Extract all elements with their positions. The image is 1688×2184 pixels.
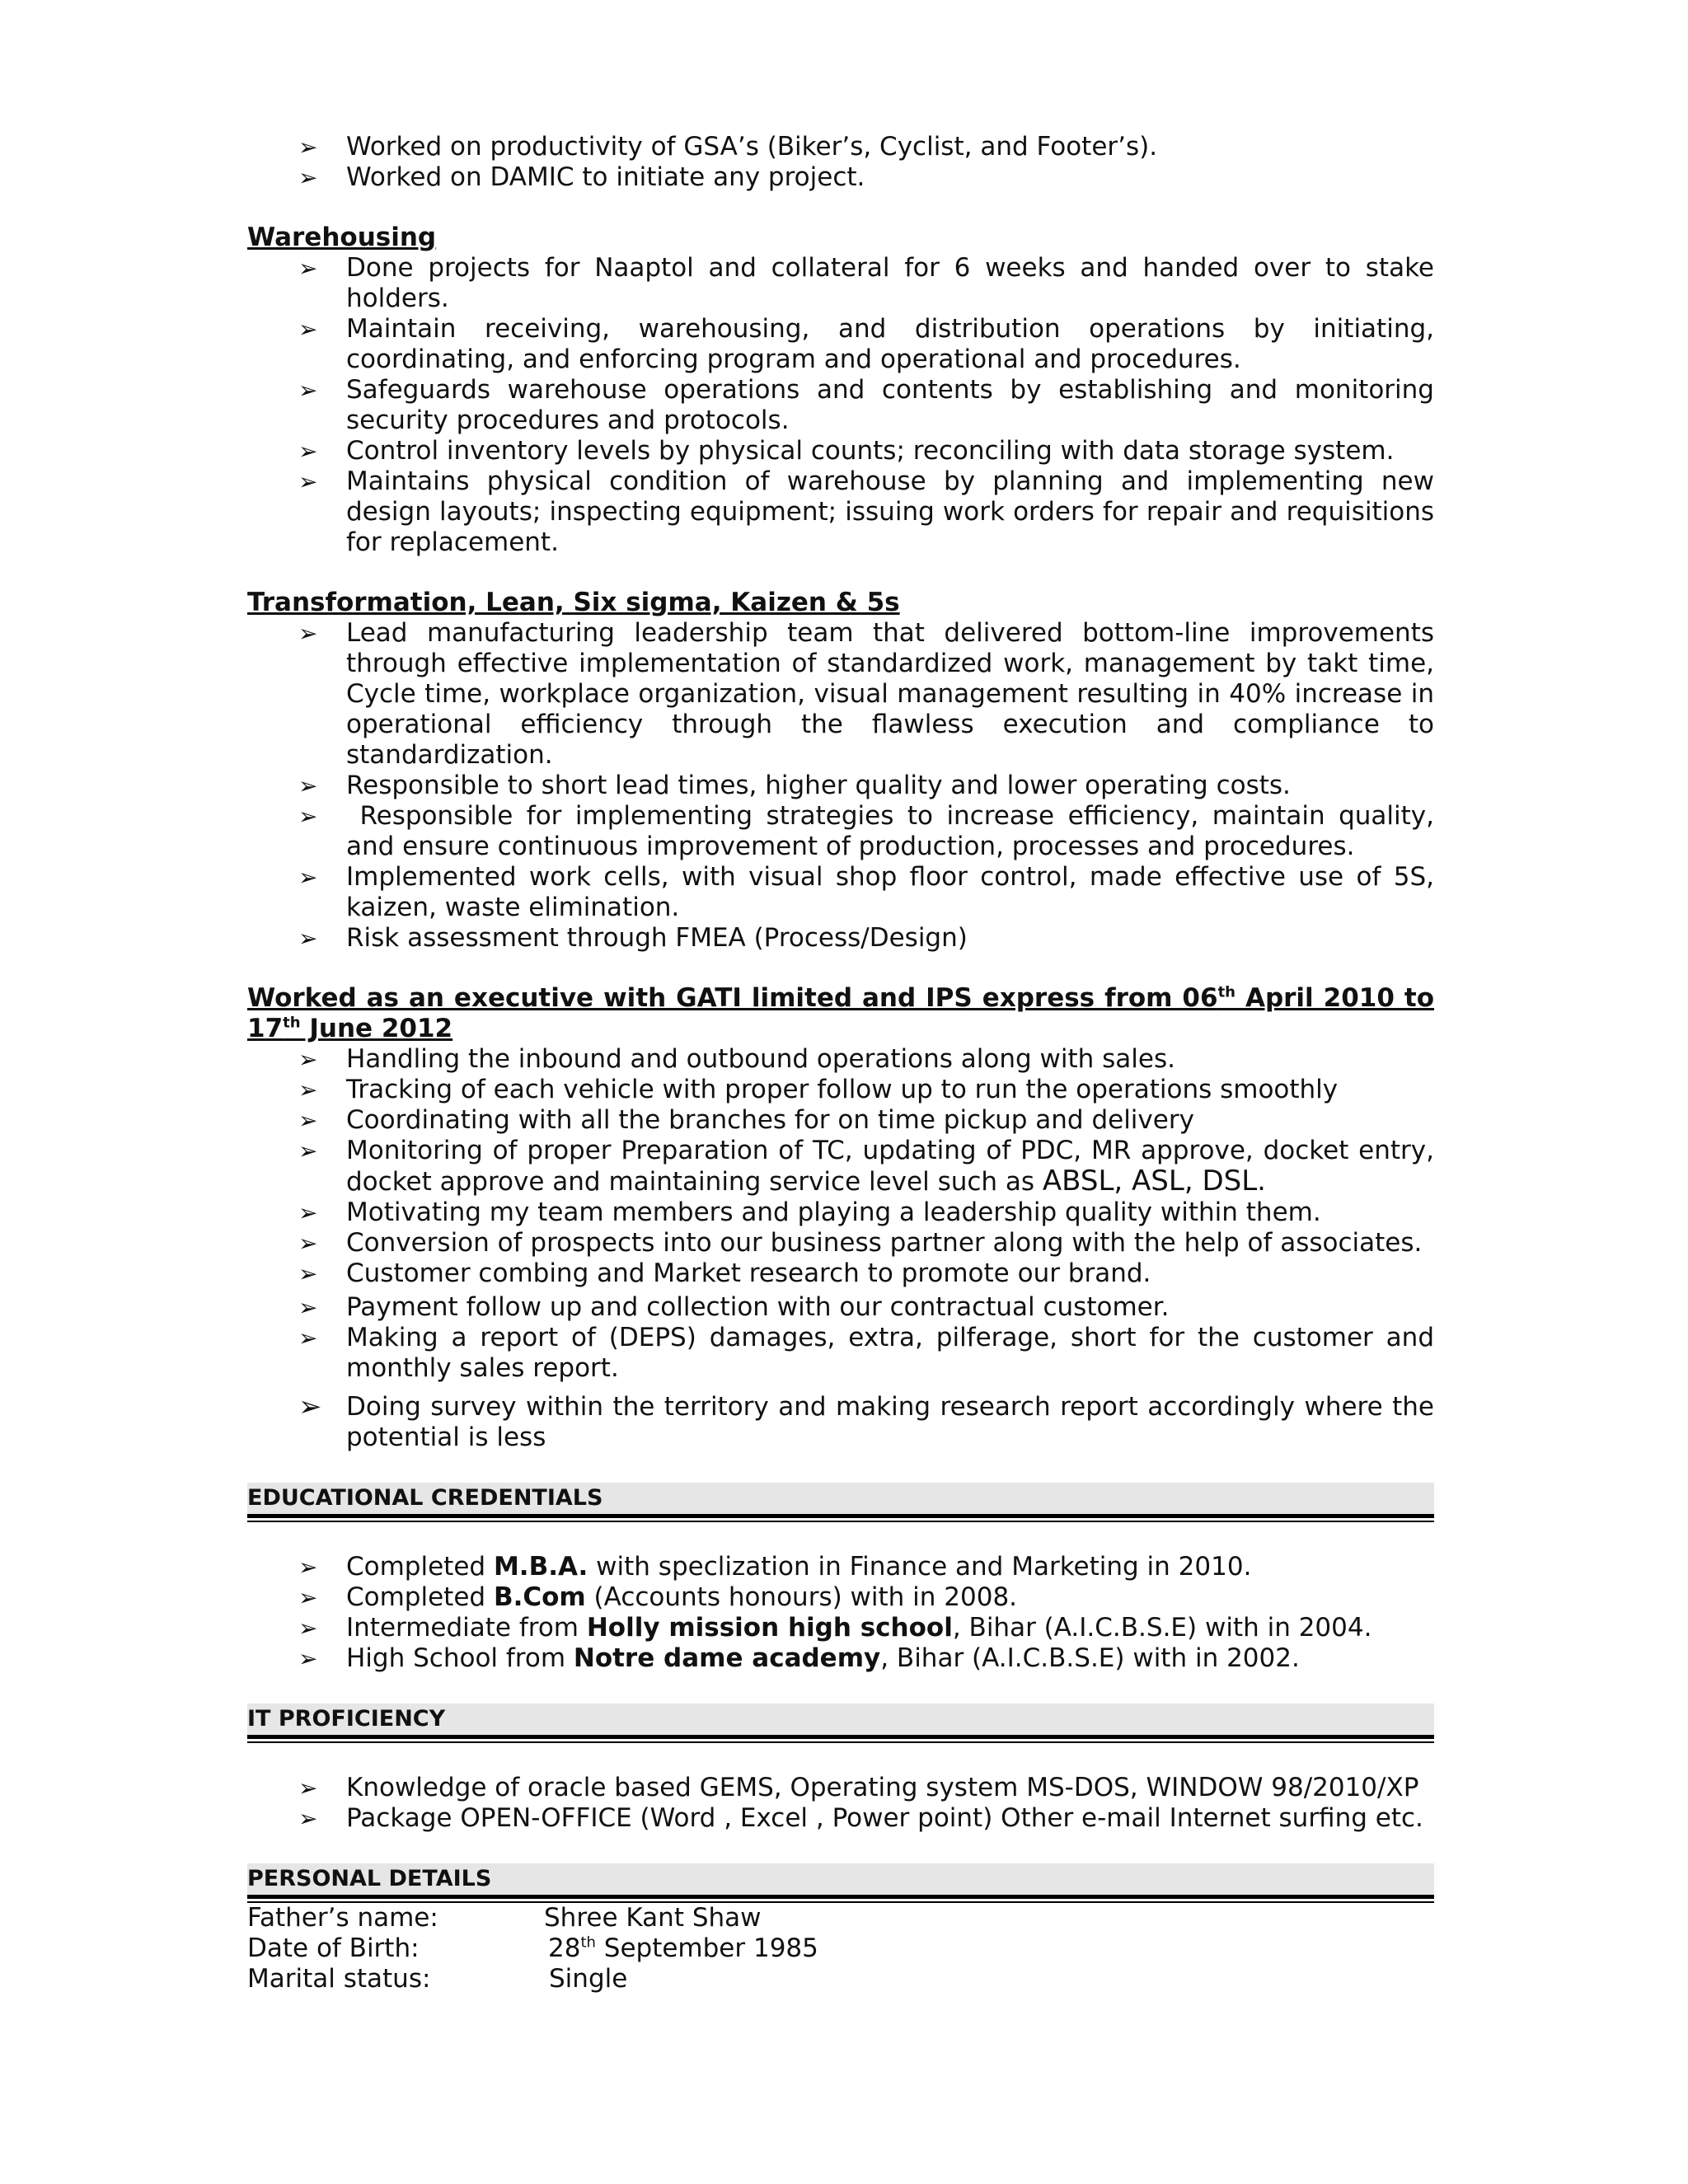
list-item: ➢ Worked on DAMIC to initiate any project.: [298, 162, 865, 192]
list-item: ➢ Motivating my team members and playing a leadership quality within them.: [298, 1197, 1321, 1227]
list-item: ➢ Done projects for Naaptol and collateral for 6 weeks and handed over to stake holders.: [298, 253, 1434, 313]
list-item: ➢ Handling the inbound and outbound operations along with sales.: [298, 1044, 1175, 1074]
list-item: ➢ Knowledge of oracle based GEMS, Operating system MS-DOS, WINDOW 98/2010/XP: [298, 1773, 1419, 1802]
arrow-bullet-icon: ➢: [298, 803, 318, 830]
section-divider: [247, 1895, 1434, 1903]
list-item: ➢ High School from Notre dame academy, Bihar (A.I.C.B.S.E) with in 2002.: [298, 1643, 1300, 1673]
arrow-bullet-icon: ➢: [298, 1046, 318, 1073]
list-item: ➢ Payment follow up and collection with our contractual customer.: [298, 1292, 1170, 1322]
personal-row-father: Father’s name: Shree Kant Shaw: [247, 1903, 762, 1933]
list-item: ➢ Package OPEN-OFFICE (Word , Excel , Power point) Other e-mail Internet surfing etc.: [298, 1803, 1423, 1833]
arrow-bullet-icon: ➢: [298, 1805, 318, 1832]
section-divider: [247, 1735, 1434, 1743]
personal-section-title: PERSONAL DETAILS: [247, 1863, 1434, 1895]
list-item: ➢ Responsible for implementing strategies to increase efficiency, maintain quality, and ensure continuous improvement of production, processes and procedures.: [298, 801, 1442, 861]
arrow-bullet-icon: ➢: [298, 864, 318, 891]
list-item: ➢ Coordinating with all the branches for on time pickup and delivery: [298, 1105, 1194, 1135]
arrow-bullet-icon: ➢: [298, 925, 318, 952]
intro-list: [247, 132, 1434, 193]
education-list: [247, 1552, 1434, 1674]
arrow-bullet-icon: ➢: [298, 1076, 318, 1104]
list-item: ➢ Worked on productivity of GSA’s (Biker’s, Cyclist, and Footer’s).: [298, 132, 1158, 162]
list-item: ➢ Doing survey within the territory and making research report accordingly where the potential is less: [298, 1390, 1434, 1452]
arrow-bullet-icon: ➢: [298, 1107, 318, 1134]
arrow-bullet-icon: ➢: [298, 1584, 318, 1611]
arrow-bullet-icon: ➢: [298, 255, 318, 282]
arrow-bullet-icon: ➢: [298, 438, 318, 465]
arrow-bullet-icon: ➢: [298, 1615, 318, 1642]
list-item: ➢ Monitoring of proper Preparation of TC, updating of PDC, MR approve, docket entry, docket approve and maintaining service level such as ABSL, ASL, DSL.: [298, 1136, 1434, 1197]
list-item: ➢ Responsible to short lead times, higher quality and lower operating costs.: [298, 771, 1291, 800]
list-item: ➢ Completed M.B.A. with speclization in Finance and Marketing in 2010.: [298, 1552, 1252, 1582]
arrow-bullet-icon: ➢: [298, 1324, 318, 1352]
list-item: ➢ Making a report of (DEPS) damages, extra, pilferage, short for the customer and monthly sales report.: [298, 1323, 1434, 1383]
arrow-bullet-icon: ➢: [298, 1230, 318, 1257]
list-item: ➢ Risk assessment through FMEA (Process/Design): [298, 923, 968, 953]
transformation-heading: Transformation, Lean, Six sigma, Kaizen & 5s: [247, 588, 900, 617]
list-item: ➢ Completed B.Com (Accounts honours) with in 2008.: [298, 1582, 1018, 1612]
warehousing-list: [247, 253, 1434, 558]
list-item: ➢ Intermediate from Holly mission high school, Bihar (A.I.C.B.S.E) with in 2004.: [298, 1613, 1372, 1643]
education-section-title: EDUCATIONAL CREDENTIALS: [247, 1483, 1434, 1514]
arrow-bullet-icon: ➢: [298, 134, 318, 161]
resume-content: [247, 132, 1442, 1994]
arrow-bullet-icon: ➢: [298, 1260, 318, 1287]
arrow-bullet-icon: ➢: [298, 1137, 318, 1165]
list-item: ➢ Control inventory levels by physical counts; reconciling with data storage system.: [298, 436, 1395, 466]
section-divider: [247, 1514, 1434, 1522]
arrow-bullet-icon: ➢: [298, 468, 318, 495]
arrow-bullet-icon: ➢: [298, 1294, 318, 1321]
it-section-title: IT PROFICIENCY: [247, 1704, 1434, 1735]
list-item: ➢ Lead manufacturing leadership team that delivered bottom-line improvements through effective implementation of standardized work, management by takt time, Cycle time, workplace organization, visual management resulting in 40% increase in operational efficiency through the flawless execution and compliance to standardization.: [298, 618, 1434, 770]
list-item: ➢ Implemented work cells, with visual shop floor control, made effective use of 5S, kaizen, waste elimination.: [298, 862, 1434, 922]
it-list: [247, 1773, 1434, 1834]
list-item: ➢ Maintain receiving, warehousing, and distribution operations by initiating, coordinating, and enforcing program and operational and procedures.: [298, 314, 1434, 374]
arrow-bullet-icon: ➢: [298, 620, 318, 647]
transformation-list: [247, 618, 1442, 954]
arrow-bullet-icon: ➢: [298, 1645, 318, 1672]
arrow-bullet-icon: ➢: [298, 1199, 318, 1226]
arrow-bullet-icon: ➢: [298, 772, 318, 799]
warehousing-heading: Warehousing: [247, 223, 437, 252]
gati-heading: Worked as an executive with GATI limited and IPS express from 06th April 2010 to: [247, 983, 1434, 1013]
gati-heading-line2: 17th June 2012: [247, 1014, 453, 1043]
arrow-bullet-icon: ➢: [298, 316, 318, 343]
list-item: ➢ Customer combing and Market research to promote our brand.: [298, 1258, 1151, 1288]
arrow-bullet-icon: ➢: [298, 1390, 322, 1423]
list-item: ➢ Safeguards warehouse operations and contents by establishing and monitoring security procedures and protocols.: [298, 375, 1434, 435]
personal-row-marital: Marital status: Single: [247, 1964, 628, 1994]
gati-list: [247, 1044, 1434, 1453]
arrow-bullet-icon: ➢: [298, 164, 318, 191]
personal-row-dob: Date of Birth: 28th September 1985: [247, 1933, 818, 1963]
arrow-bullet-icon: ➢: [298, 1774, 318, 1802]
arrow-bullet-icon: ➢: [298, 377, 318, 404]
list-item: ➢ Maintains physical condition of warehouse by planning and implementing new design layouts; inspecting equipment; issuing work orders for repair and requisitions for replacement.: [298, 466, 1434, 557]
list-item: ➢ Tracking of each vehicle with proper follow up to run the operations smoothly: [298, 1075, 1339, 1104]
arrow-bullet-icon: ➢: [298, 1554, 318, 1581]
list-item: ➢ Conversion of prospects into our business partner along with the help of associates.: [298, 1228, 1423, 1258]
